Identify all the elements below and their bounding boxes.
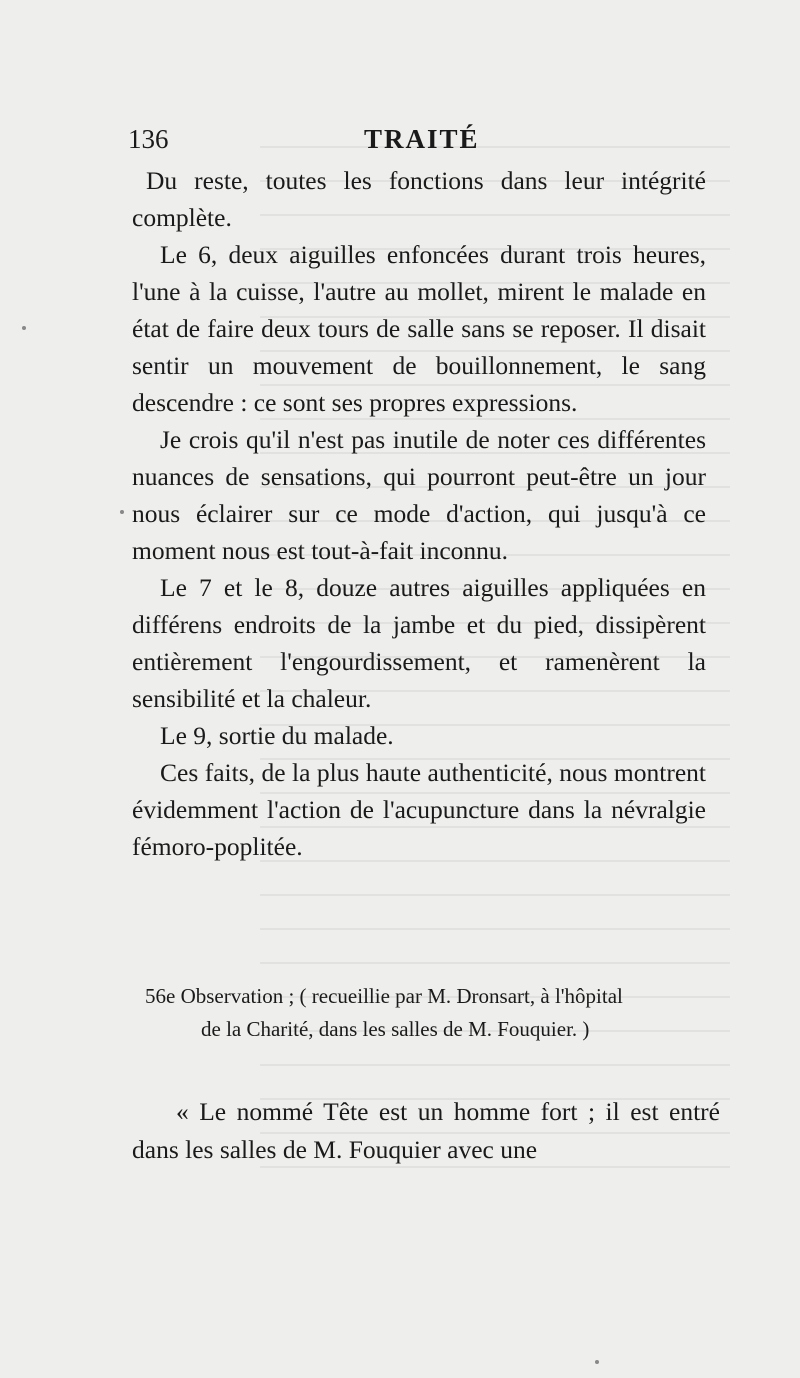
observation-line-2: de la Charité, dans les salles de M. Fouquier. )	[201, 1017, 590, 1041]
page-number: 136	[128, 124, 169, 154]
paragraph: Du reste, toutes les fonctions dans leur intégrité complète.	[132, 166, 706, 232]
paragraph: Le 6, deux aiguilles enfoncées durant trois heures, l'une à la cuisse, l'autre au mollet, mirent le malade en état de faire deux tours de salle sans se reposer. Il disait sentir un mouvement de bouillonnement, le sang descendre : ce sont ses propres expressions.	[132, 240, 706, 417]
paragraph: Je crois qu'il n'est pas inutile de noter ces différentes nuances de sensations, qui pourront peut-être un jour nous éclairer sur ce mode d'action, qui jusqu'à ce moment nous est tout-à-fait inconnu.	[132, 425, 706, 565]
quote-block	[132, 1093, 720, 1169]
paper-speck	[120, 510, 124, 514]
main-text	[132, 162, 706, 865]
paper-speck	[22, 326, 26, 330]
running-title: TRAITÉ	[364, 124, 480, 154]
paragraph: Ces faits, de la plus haute authenticité, nous montrent évidemment l'action de l'acupuncture dans la névralgie fémoro-poplitée.	[132, 758, 706, 861]
paper-speck	[595, 1360, 599, 1364]
observation-heading	[145, 980, 725, 1046]
quote-paragraph: « Le nommé Tête est un homme fort ; il est entré dans les salles de M. Fouquier avec une	[132, 1097, 720, 1164]
page-header	[128, 120, 718, 160]
paragraph: Le 7 et le 8, douze autres aiguilles appliquées en différens endroits de la jambe et du pied, dissipèrent entièrement l'engourdissement, et ramenèrent la sensibilité et la chaleur.	[132, 573, 706, 713]
paragraph: Le 9, sortie du malade.	[160, 721, 394, 750]
observation-line-1: 56e Observation ; ( recueillie par M. Dronsart, à l'hôpital	[145, 984, 623, 1008]
